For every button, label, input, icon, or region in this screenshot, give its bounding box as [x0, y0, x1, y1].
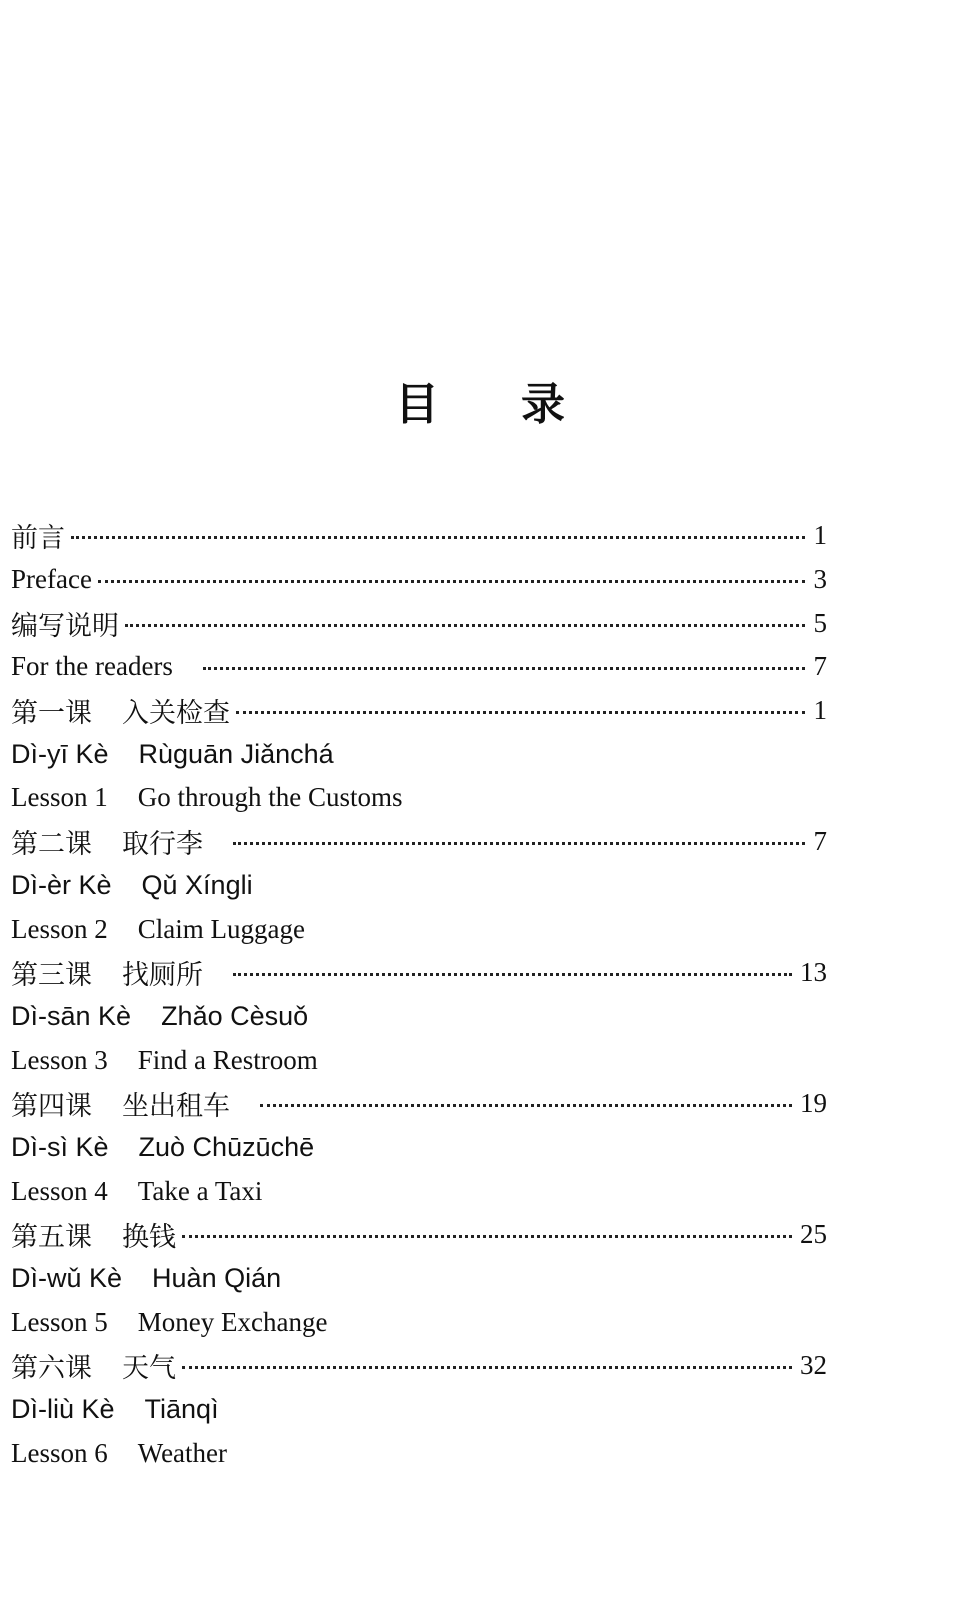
toc-page-number: 32 — [800, 1350, 827, 1381]
lesson-title-zh: 取行李 — [122, 829, 203, 861]
toc-entry-lesson-6-en — [11, 1431, 827, 1475]
toc-page-number: 19 — [800, 1088, 827, 1119]
toc-entry-lesson-1-pinyin — [11, 732, 827, 776]
lesson-title-en: Claim Luggage — [137, 913, 305, 944]
toc-entry-lesson-5-pinyin — [11, 1257, 827, 1301]
toc-entry-lesson-2-en — [11, 907, 827, 951]
lesson-number-pinyin: Dì-èr Kè — [11, 869, 112, 900]
toc-page-number: 7 — [813, 826, 827, 857]
toc-page-number: 1 — [813, 695, 827, 726]
toc-entry-label: For the readers — [11, 651, 173, 682]
lesson-number-zh: 第六课 — [11, 1353, 92, 1385]
table-of-contents — [11, 514, 827, 1475]
lesson-number-pinyin: Dì-yī Kè — [11, 738, 109, 769]
lesson-title-en: Take a Taxi — [137, 1175, 263, 1206]
dot-leader — [182, 1366, 792, 1369]
lesson-title-zh: 入关检查 — [122, 698, 230, 730]
lesson-title-pinyin: Rùguān Jiǎnchá — [138, 738, 334, 769]
page-title-char-1: 目 — [395, 379, 439, 430]
toc-entry-label: 编写说明 — [11, 610, 119, 642]
toc-entry-lesson-1-zh[interactable] — [11, 689, 827, 733]
toc-entry-lesson-5-zh[interactable] — [11, 1213, 827, 1257]
toc-entry-lesson-6-pinyin — [11, 1388, 827, 1432]
lesson-number-pinyin: Dì-liù Kè — [11, 1394, 115, 1425]
toc-entry-lesson-4-pinyin — [11, 1126, 827, 1170]
page-title-char-2: 录 — [521, 379, 565, 430]
lesson-number-pinyin: Dì-wǔ Kè — [11, 1263, 123, 1294]
lesson-title-zh: 坐出租车 — [122, 1091, 230, 1123]
toc-entry-lesson-5-en — [11, 1300, 827, 1344]
lesson-title-zh: 天气 — [122, 1353, 176, 1385]
lesson-title-pinyin: Huàn Qián — [152, 1263, 282, 1294]
toc-entry-lesson-6-zh[interactable] — [11, 1344, 827, 1388]
toc-entry-lesson-2-zh[interactable] — [11, 820, 827, 864]
lesson-number-pinyin: Dì-sān Kè — [11, 1000, 132, 1031]
lesson-title-zh: 换钱 — [122, 1222, 176, 1254]
toc-page-number: 1 — [813, 520, 827, 551]
lesson-title-pinyin: Qǔ Xíngli — [141, 869, 253, 900]
lesson-number-zh: 第五课 — [11, 1222, 92, 1254]
dot-leader — [71, 536, 805, 539]
toc-entry-label: 前言 — [11, 523, 65, 555]
toc-entry-lesson-3-pinyin — [11, 995, 827, 1039]
toc-entry-writing-notes[interactable] — [11, 601, 827, 645]
dot-leader — [233, 842, 805, 845]
dot-leader — [233, 973, 792, 976]
lesson-number-pinyin: Dì-sì Kè — [11, 1131, 109, 1162]
lesson-number-zh: 第二课 — [11, 829, 92, 861]
toc-entry-for-the-readers[interactable] — [11, 645, 827, 689]
lesson-title-en: Go through the Customs — [137, 782, 403, 813]
lesson-title-en: Money Exchange — [137, 1306, 328, 1337]
lesson-number-en: Lesson 6 — [11, 1437, 108, 1468]
toc-page-number: 25 — [800, 1219, 827, 1250]
lesson-title-pinyin: Zhǎo Cèsuǒ — [161, 1000, 309, 1031]
lesson-title-en: Find a Restroom — [137, 1044, 318, 1075]
toc-entry-preface[interactable] — [11, 558, 827, 602]
dot-leader — [260, 1104, 792, 1107]
dot-leader — [125, 624, 805, 627]
lesson-title-pinyin: Tiānqì — [144, 1394, 219, 1425]
lesson-title-en: Weather — [137, 1437, 228, 1468]
toc-page-number: 13 — [800, 957, 827, 988]
toc-entry-lesson-3-en — [11, 1038, 827, 1082]
lesson-number-zh: 第四课 — [11, 1091, 92, 1123]
toc-entry-lesson-2-pinyin — [11, 864, 827, 908]
toc-entry-foreword[interactable] — [11, 514, 827, 558]
lesson-title-pinyin: Zuò Chūzūchē — [138, 1131, 315, 1162]
lesson-number-en: Lesson 1 — [11, 782, 108, 813]
lesson-number-zh: 第一课 — [11, 698, 92, 730]
toc-entry-lesson-4-zh[interactable] — [11, 1082, 827, 1126]
toc-entry-label: Preface — [11, 564, 92, 595]
toc-page-number: 7 — [813, 651, 827, 682]
toc-entry-lesson-1-en — [11, 776, 827, 820]
lesson-title-zh: 找厕所 — [122, 960, 203, 992]
page-title — [0, 377, 960, 433]
lesson-number-en: Lesson 3 — [11, 1044, 108, 1075]
lesson-number-zh: 第三课 — [11, 960, 92, 992]
toc-entry-lesson-3-zh[interactable] — [11, 951, 827, 995]
lesson-number-en: Lesson 2 — [11, 913, 108, 944]
dot-leader — [203, 667, 805, 670]
lesson-number-en: Lesson 4 — [11, 1175, 108, 1206]
toc-page-number: 3 — [813, 564, 827, 595]
toc-entry-lesson-4-en — [11, 1169, 827, 1213]
dot-leader — [182, 1235, 792, 1238]
dot-leader — [98, 580, 805, 583]
toc-page-number: 5 — [813, 607, 827, 638]
lesson-number-en: Lesson 5 — [11, 1306, 108, 1337]
dot-leader — [236, 711, 805, 714]
